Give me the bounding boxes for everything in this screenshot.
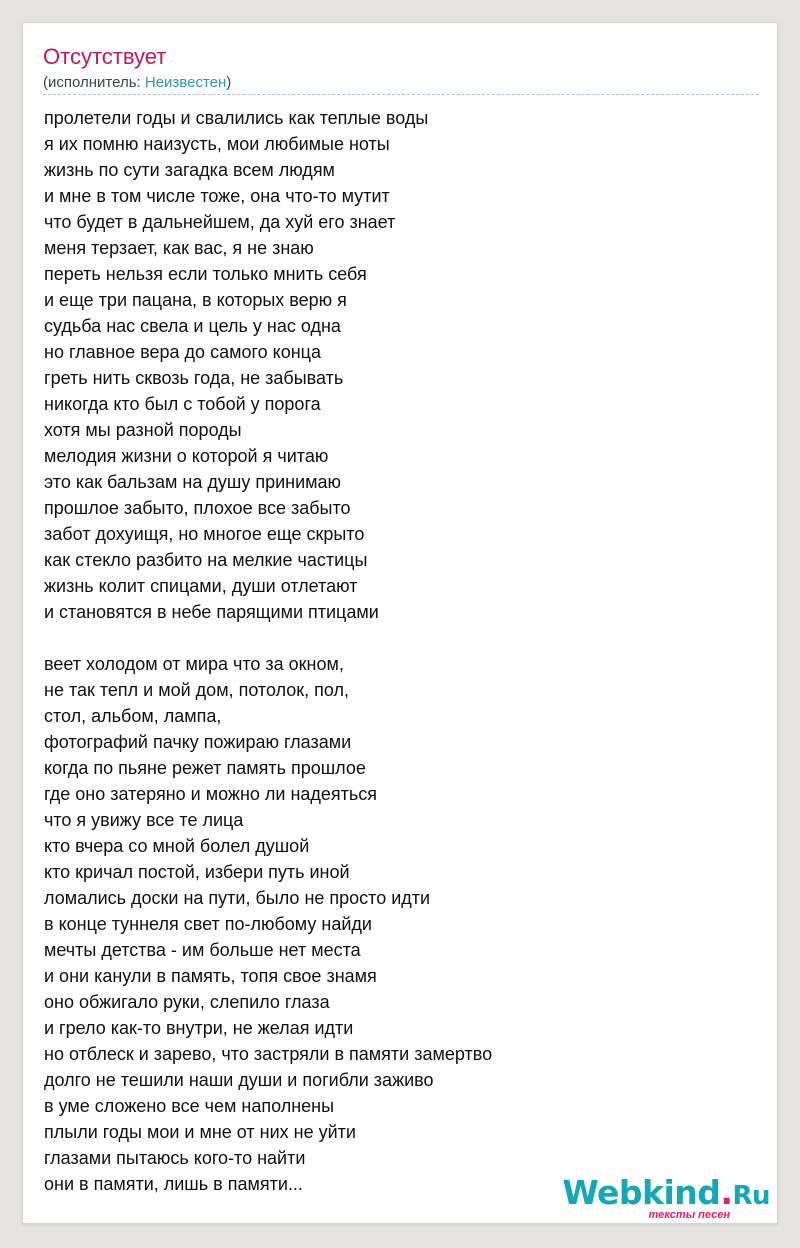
lyric-line: но отблеск и зарево, что застряли в памяти замертво: [44, 1044, 493, 1064]
artist-link[interactable]: Неизвестен: [144, 74, 227, 91]
lyric-line: когда по пьяне режет память прошлое: [44, 758, 366, 778]
lyric-line: кто кричал постой, избери путь иной: [44, 862, 350, 882]
lyric-line: пролетели годы и свалились как теплые воды: [44, 108, 429, 128]
lyric-line: переть нельзя если только мнить себя: [44, 264, 367, 284]
lyrics-card: [22, 22, 778, 1224]
lyric-line: и еще три пацана, в которых верю я: [44, 290, 347, 310]
title-divider: [43, 94, 759, 95]
logo-tld: Ru: [732, 1181, 770, 1211]
artist-line: [43, 73, 231, 93]
logo-dot: .: [720, 1173, 733, 1212]
lyric-line: не так тепл и мой дом, потолок, пол,: [44, 680, 350, 700]
lyric-line: забот дохуищя, но многое еще скрыто: [44, 524, 365, 544]
lyric-line: и грело как-то внутри, не желая идти: [44, 1018, 354, 1038]
lyric-line: но главное вера до самого конца: [44, 342, 321, 362]
artist-suffix: ): [226, 74, 232, 91]
lyric-line: что я увижу все те лица: [44, 810, 244, 830]
lyric-line: ломались доски на пути, было не просто идти: [44, 888, 431, 908]
lyric-line: веет холодом от мира что за окном,: [44, 654, 344, 674]
lyric-line: как стекло разбито на мелкие частицы: [44, 550, 368, 570]
lyric-line: оно обжигало руки, слепило глаза: [44, 992, 330, 1012]
lyric-line: жизнь по сути загадка всем людям: [44, 160, 335, 180]
lyric-line: я их помню наизусть, мои любимые ноты: [44, 134, 390, 154]
lyric-line: меня терзает, как вас, я не знаю: [44, 238, 314, 258]
lyric-line: это как бальзам на душу принимаю: [44, 472, 342, 492]
site-logo[interactable]: [562, 1173, 770, 1221]
lyric-line: и становятся в небе парящими птицами: [44, 602, 379, 622]
lyric-line: где оно затеряно и можно ли надеяться: [44, 784, 378, 804]
logo-tagline: тексты песен: [648, 1209, 730, 1221]
song-title: Отсутствует: [43, 44, 167, 69]
lyric-line: греть нить сквозь года, не забывать: [44, 368, 344, 388]
lyric-line: что будет в дальнейшем, да хуй его знает: [44, 212, 396, 232]
lyric-line: и мне в том числе тоже, она что-то мутит: [44, 186, 390, 206]
lyric-line: плыли годы мои и мне от них не уйти: [44, 1122, 356, 1142]
lyric-line: прошлое забыто, плохое все забыто: [44, 498, 351, 518]
lyric-line: судьба нас свела и цель у нас одна: [44, 316, 341, 336]
lyric-line: они в памяти, лишь в памяти...: [44, 1174, 303, 1194]
lyric-line: глазами пытаюсь кого-то найти: [44, 1148, 306, 1168]
lyric-line: [44, 625, 759, 651]
lyric-line: мелодия жизни о которой я читаю: [44, 446, 329, 466]
lyric-line: хотя мы разной породы: [44, 420, 242, 440]
lyrics-text: [44, 105, 759, 1197]
lyric-line: фотографий пачку пожираю глазами: [44, 732, 352, 752]
lyric-line: жизнь колит спицами, души отлетают: [44, 576, 358, 596]
lyric-line: в конце туннеля свет по-любому найди: [44, 914, 372, 934]
lyric-line: в уме сложено все чем наполнены: [44, 1096, 335, 1116]
lyric-line: стол, альбом, лампа,: [44, 706, 222, 726]
lyric-line: никогда кто был с тобой у порога: [44, 394, 321, 414]
lyric-line: мечты детства - им больше нет места: [44, 940, 361, 960]
logo-brand: Webkind: [562, 1173, 721, 1212]
lyric-line: долго не тешили наши души и погибли заживо: [44, 1070, 434, 1090]
lyric-line: и они канули в память, топя свое знамя: [44, 966, 377, 986]
lyric-line: кто вчера со мной болел душой: [44, 836, 310, 856]
artist-prefix: (исполнитель:: [43, 74, 145, 91]
